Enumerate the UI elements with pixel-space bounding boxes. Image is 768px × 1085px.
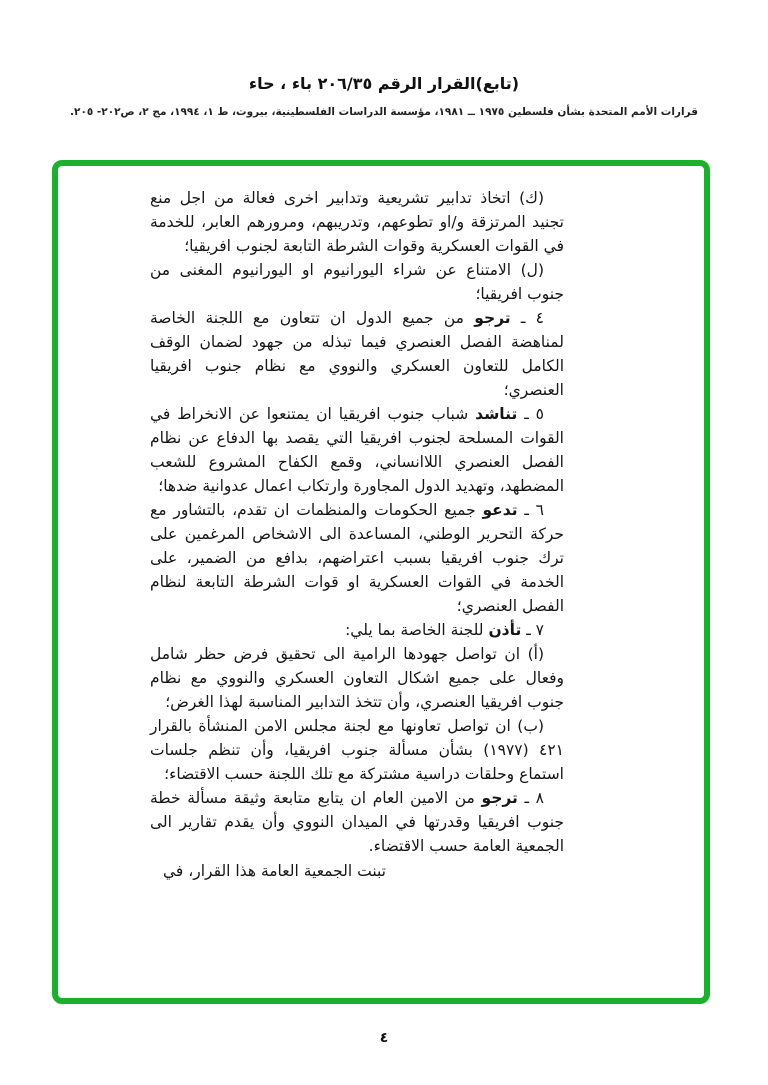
paragraph-text: ٦ ـ	[517, 501, 544, 519]
operative-word: تناشد	[475, 405, 518, 423]
paragraph-text: ٨ ـ	[517, 789, 544, 807]
paragraph-text: للجنة الخاصة بما يلي:	[345, 621, 489, 639]
operative-word: تدعو	[482, 501, 518, 519]
paragraph	[150, 618, 564, 642]
paragraph	[150, 714, 564, 786]
closing-line: تبنت الجمعية العامة هذا القرار، في	[163, 862, 386, 880]
green-border-box	[52, 160, 710, 1004]
paragraph-text: ٤ ـ	[510, 309, 544, 327]
paragraph	[150, 258, 564, 306]
paragraph	[150, 186, 564, 258]
page-title: (تابع)القرار الرقم ٢٠٦/٣٥ باء ، حاء	[248, 74, 520, 93]
paragraph-text: ٥ ـ	[517, 405, 544, 423]
operative-word: تأذن	[488, 621, 522, 639]
document-body	[150, 186, 564, 884]
paragraph-text: (ك) اتخاذ تدابير تشريعية وتدابير اخرى فعالة من اجل منع تجنيد المرتزقة و/او تطوعهم، وتدريبهم، ومرورهم العابر، للخدمة في القوات العسكرية وقوات الشرطة التابعة لجنوب افريقيا؛	[150, 189, 564, 255]
paragraph	[150, 786, 564, 858]
paragraph-text: شباب جنوب افريقيا ان يمتنعوا عن الانخراط في القوات المسلحة لجنوب افريقيا التي يقصد بها الدفاع عن نظام الفصل العنصري اللاانساني، وقمع الكفاح المشروع للشعب المضطهد، وتهديد الدول المجاورة وارتكاب اعمال عدوانية ضدها؛	[150, 405, 564, 495]
citation-line: قرارات الأمم المتحدة بشأن فلسطين ١٩٧٥ ــ ١٩٨١، مؤسسة الدراسات الفلسطينية، بيروت، ط ١، ١٩٩٤، مج ٢، ص٢٠٢- ٢٠٥.	[70, 106, 698, 118]
paragraph-text: من الامين العام ان يتابع متابعة وثيقة مسألة خطة جنوب افريقيا وقدرتها في الميدان النووي وأن يقدم تقارير الى الجمعية العامة حسب الاقتضاء.	[150, 789, 564, 855]
paragraph-text: (أ) ان تواصل جهودها الرامية الى تحقيق فرض حظر شامل وفعال على جميع اشكال التعاون العسكري والنووي مع نظام جنوب افريقيا العنصري، وأن تتخذ التدابير المناسبة لهذا الغرض؛	[150, 645, 564, 711]
paragraph	[150, 642, 564, 714]
paragraph-text: (ل) الامتناع عن شراء اليورانيوم او اليورانيوم المغنى من جنوب افريقيا؛	[150, 261, 564, 303]
paragraph	[150, 306, 564, 402]
paragraph	[150, 402, 564, 498]
paragraph-text: (ب) ان تواصل تعاونها مع لجنة مجلس الامن المنشأة بالقرار ٤٢١ (١٩٧٧) بشأن مسألة جنوب افريقيا، وأن تنظم جلسات استماع وحلقات دراسية مشتركة مع تلك اللجنة حسب الاقتضاء؛	[150, 717, 564, 783]
paragraph-text: من جميع الدول ان تتعاون مع اللجنة الخاصة لمناهضة الفصل العنصري فيما تبذله من جهود لضمان الوقف الكامل للتعاون العسكري والنووي مع نظام جنوب افريقيا العنصري؛	[150, 309, 564, 399]
operative-word: ترجو	[474, 309, 511, 327]
paragraph	[150, 498, 564, 618]
paragraph-text: ٧ ـ	[521, 621, 544, 639]
page-number: ٤	[379, 1030, 389, 1046]
operative-word: ترجو	[481, 789, 518, 807]
paragraph-text: جميع الحكومات والمنظمات ان تقدم، بالتشاور مع حركة التحرير الوطني، المساعدة الى الاشخاص المرغمين على ترك جنوب افريقيا بسبب اعتراضهم، بدافع من الضمير، على الخدمة في القوات العسكرية او قوات الشرطة التابعة لنظام الفصل العنصري؛	[150, 501, 564, 615]
